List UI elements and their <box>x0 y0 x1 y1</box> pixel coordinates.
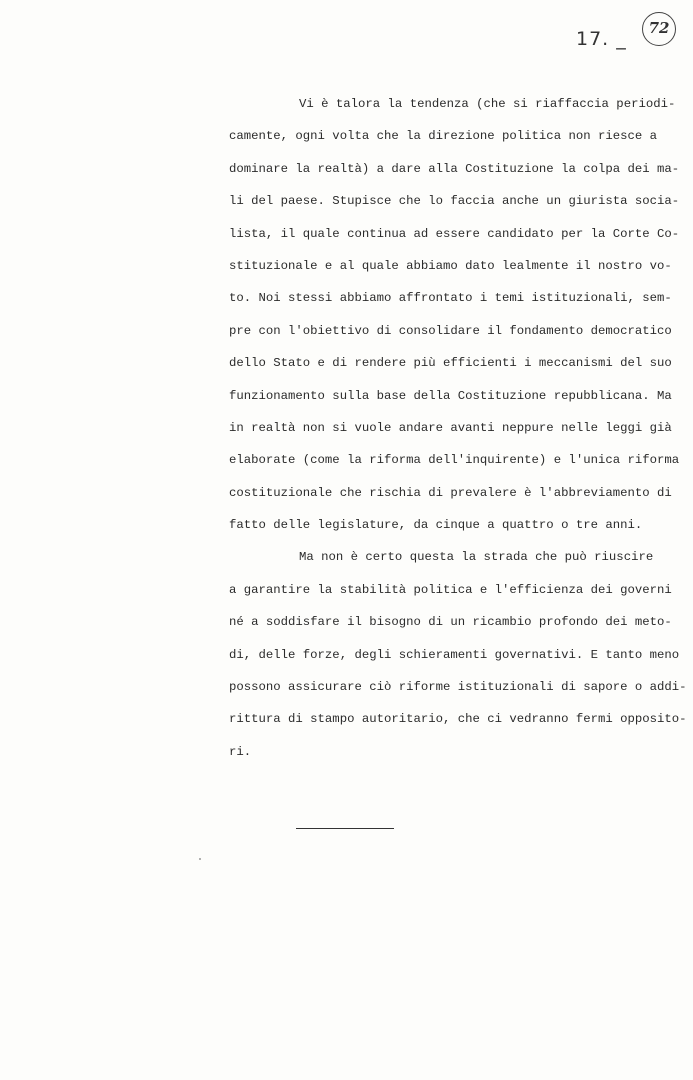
text-line: stituzionale e al quale abbiamo dato lealmente il nostro vo- <box>229 258 672 273</box>
text-line: to. Noi stessi abbiamo affrontato i temi istituzionali, sem- <box>229 291 672 306</box>
folio-stamp <box>642 12 676 46</box>
text-line: costituzionale che rischia di prevalere è l'abbreviamento di <box>229 485 672 500</box>
text-line: pre con l'obiettivo di consolidare il fondamento democratico <box>229 323 672 338</box>
body-text <box>229 88 687 768</box>
text-line: di, delle forze, degli schieramenti governativi. E tanto meno <box>229 647 680 662</box>
text-line: possono assicurare ciò riforme istituzionali di sapore o addi- <box>229 680 687 695</box>
text-line: dominare la realtà) a dare alla Costituzione la colpa dei ma- <box>229 161 680 176</box>
text-line: in realtà non si vuole andare avanti neppure nelle leggi già <box>229 420 672 435</box>
closing-rule <box>296 828 394 829</box>
text-line: funzionamento sulla base della Costituzione repubblicana. Ma <box>229 388 672 403</box>
text-line: lista, il quale continua ad essere candidato per la Corte Co- <box>229 226 680 241</box>
text-line: li del paese. Stupisce che lo faccia anche un giurista socia- <box>229 194 680 209</box>
text-line: a garantire la stabilità politica e l'efficienza dei governi <box>229 582 672 597</box>
text-line: dello Stato e di rendere più efficienti i meccanismi del suo <box>229 356 672 371</box>
text-line: né a soddisfare il bisogno di un ricambio profondo dei meto- <box>229 615 672 630</box>
paper-speck <box>199 858 201 860</box>
text-line: ri. <box>229 744 252 759</box>
page-number: 17. _ <box>576 28 627 50</box>
text-line: camente, ogni volta che la direzione politica non riesce a <box>229 129 658 144</box>
text-line: fatto delle legislature, da cinque a quattro o tre anni. <box>229 518 643 533</box>
folio-stamp-number: 72 <box>648 19 670 37</box>
text-line: elaborate (come la riforma dell'inquirente) e l'unica riforma <box>229 453 680 468</box>
text-line: Ma non è certo questa la strada che può riuscire <box>299 550 654 565</box>
text-line: rittura di stampo autoritario, che ci vedranno fermi opposito- <box>229 712 687 727</box>
text-line: Vi è talora la tendenza (che si riaffaccia periodi- <box>299 97 676 111</box>
